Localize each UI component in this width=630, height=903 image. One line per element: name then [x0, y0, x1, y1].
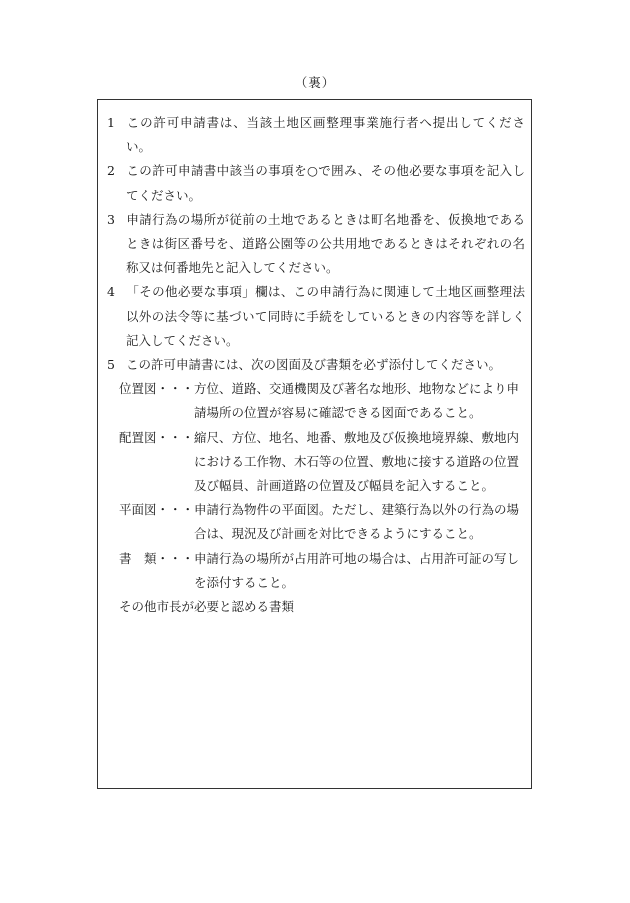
note-item-3	[107, 208, 525, 281]
attachment-description: 方位、道路、交通機関及び著名な地形、地物などにより申請場所の位置が容易に確認できる図面であること。	[194, 381, 520, 421]
note-text: この許可申請書中該当の事項を○で囲み、その他必要な事項を記入してください。	[126, 163, 525, 203]
note-item-2	[107, 159, 525, 207]
note-number: 5	[107, 357, 115, 373]
note-text: この許可申請書は、当該土地区画整理事業施行者へ提出してください。	[126, 115, 525, 155]
note-text: 申請行為の場所が従前の土地であるときは町名地番を、仮換地であるときは街区番号を、道路公園等の公共用地であるときはそれぞれの名称又は何番地先と記入してください。	[126, 211, 525, 276]
note-item-4	[107, 280, 525, 353]
attachment-label: 配置図・・・	[119, 429, 195, 445]
attachment-label: 書 類・・・	[119, 550, 195, 566]
notes-frame	[97, 99, 532, 789]
attachment-site-plan	[107, 426, 525, 499]
attachment-description: 縮尺、方位、地名、地番、敷地及び仮換地境界線、敷地内における工作物、木石等の位置、敷地に接する道路の位置及び幅員、計画道路の位置及び幅員を記入すること。	[194, 429, 520, 494]
note-number: 1	[107, 115, 115, 130]
note-text: 「その他必要な事項」欄は、この申請行為に関連して土地区画整理法以外の法令等に基づいて同時に手続をしているときの内容等を詳しく記入してください。	[126, 284, 525, 348]
attachment-label: 位置図・・・	[119, 381, 195, 397]
attachment-description: 申請行為の場所が占用許可地の場合は、占用許可証の写しを添付すること。	[194, 550, 520, 590]
attachment-floor-plan	[107, 498, 525, 546]
other-documents-note: その他市長が必要と認める書類	[119, 599, 295, 615]
note-number: 4	[107, 284, 115, 300]
notes-content	[107, 111, 525, 619]
note-item-5	[107, 353, 525, 377]
note-number: 3	[107, 211, 115, 227]
note-number: 2	[107, 163, 115, 179]
attachment-location-map	[107, 377, 525, 425]
attachment-description: 申請行為物件の平面図。ただし、建築行為以外の行為の場合は、現況及び計画を対比できるようにすること。	[194, 502, 520, 542]
attachment-documents	[107, 547, 525, 595]
note-item-1	[107, 111, 525, 159]
note-text: この許可申請書には、次の図面及び書類を必ず添付してください。	[126, 357, 502, 373]
attachment-label: 平面図・・・	[119, 502, 195, 518]
page-heading: （裏）	[294, 75, 336, 90]
